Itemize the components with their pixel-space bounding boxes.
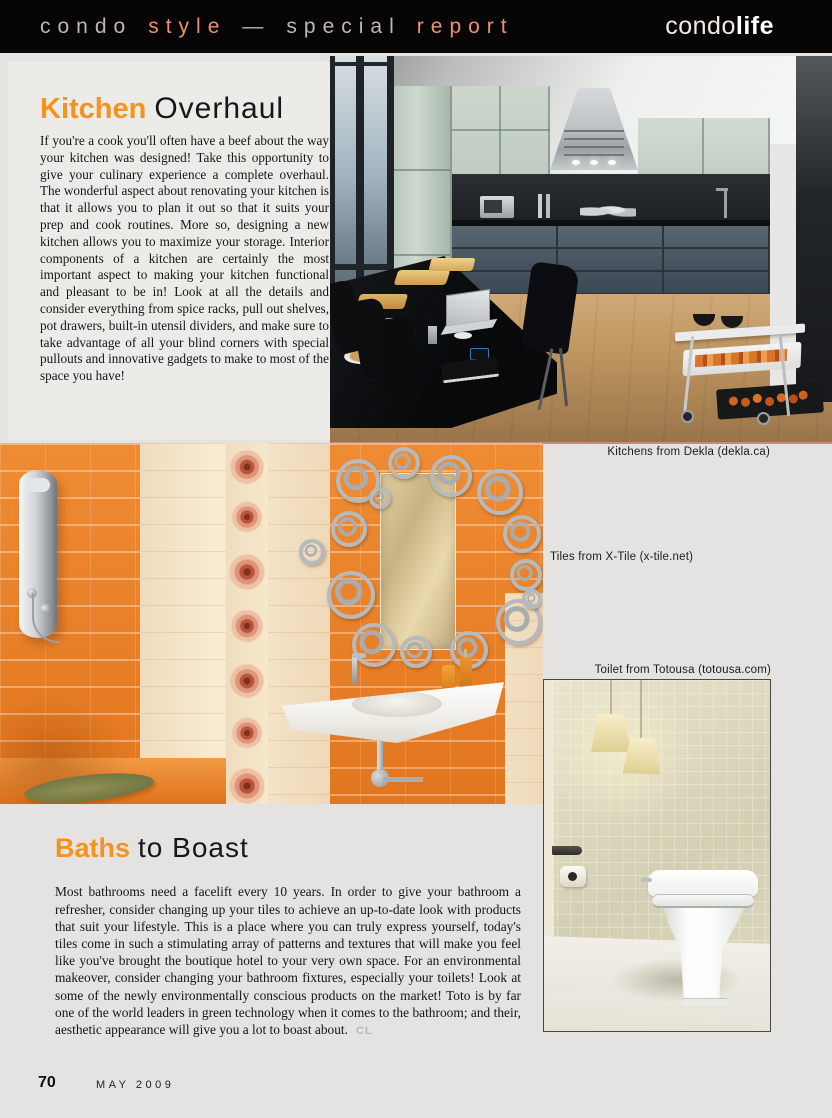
condolife-logo: condolife [665,12,774,40]
toilet-tank-lid [648,870,758,896]
baths-body-text: Most bathrooms need a facelift every 10 years. In order to give your bathroom a refresher, consider changing up your tiles to achieve an up-to-date look with products that suit your lifestyle. This is a place where you can truly express yourself, today's tiles come in such a stimulating array of patterns and textures that will make you feel like you've brought the boutique hotel to your very own space. For an environmental makeover, consider changing your bathroom fixtures, especially your toilets! Look at some of the newly environmentally conscious products on the market! Toto is by far one of the world leaders in green technology when it comes to the bathroom; and their, aesthetic appearance will give you a lot to boast about. [55,884,521,1038]
swirl-decor [299,539,325,565]
toilet-paper-holder [560,866,586,887]
swirl-decor [522,589,542,609]
hood-slats [564,124,624,158]
kitchen-title-rest: Overhaul [154,92,285,125]
saucer-cup [454,332,472,339]
sink-faucet [352,655,357,683]
bathroom-photo [0,443,543,804]
kitchen-article [8,62,335,440]
wall-spout [552,846,582,855]
cart-bowl [693,314,715,326]
laptop [446,289,490,327]
swirl-decor [331,511,367,547]
rose-tile [220,654,275,709]
bottle-pump [464,649,467,657]
swirl-decor [388,447,420,479]
swirl-decor [352,623,396,667]
kitchen-photo [330,56,832,444]
kitchen-article-body: If you're a cook you'll often have a beef about the way your kitchen was designed! Take this opportunity to give your culinary experience a complete overhaul. The wonderful aspect about renovating your kitchen is that it allows you to plan it out so that it suits your prep and cook routines. More so, designing a new kitchen allows you to maximize your storage. Interior components of a kitchen are certainly the most important aspect to making your kitchen functional and pleasant to be in! Look at all the details and consider everything from spice racks, pull out shelves, pot drawers, built-in utensil dividers, and make sure to take advantage of all your blind corners with special pullouts and innovative gadgets to make to most of the space you have! [40,133,329,384]
swirl-decor [327,571,375,619]
upper-cabinets-left [452,86,550,176]
paper-roll-core [568,872,577,881]
baths-title-rest: to Boast [138,832,249,863]
rose-tile-column [226,443,268,804]
rose-tile [222,492,273,543]
swirl-decor [430,455,472,497]
rose-tile [218,757,275,804]
lamp-cord [610,680,612,716]
kitchen-caption: Kitchens from Dekla (dekla.ca) [607,446,770,458]
cart-dark-tray [716,382,824,419]
hood-lights [572,160,580,165]
cart-top-shelf [675,323,805,341]
toilet-seat [652,894,754,908]
toilet-bowl-pedestal [662,908,746,1000]
rose-tile [221,600,273,652]
baths-title-highlight: Baths [55,833,131,863]
toilet-base [682,998,728,1006]
masthead-word-special: special [286,14,401,38]
toilet-caption: Toilet from Totousa (totousa.com) [594,664,771,676]
food-platter [394,270,451,285]
cart-wheel [681,410,694,423]
rose-tile [227,447,267,487]
toilet-photo [543,679,771,1032]
backsplash [452,174,770,220]
shower-head-plate [26,478,50,492]
upper-cabinets-right [638,118,770,176]
bathroom-mirror [380,473,456,650]
microwave-window [484,200,502,213]
page-number: 70 [38,1074,56,1091]
faucet-arm [716,188,728,191]
swirl-decor [369,487,391,509]
sandwich-tray [428,258,475,271]
lamp-cord [640,680,642,740]
cabinet-seam [452,129,550,131]
article-end-mark: CL [356,1025,373,1038]
flush-lever [641,878,652,882]
kitchen-title-highlight: Kitchen [40,93,147,125]
glassware [538,194,542,218]
cooktop-pots [580,202,636,218]
masthead-dash: — [242,14,271,38]
drinking-glass [428,326,437,344]
lower-cabinets [452,226,770,294]
masthead-word-condo: condo [40,14,133,38]
kitchen-faucet [724,188,727,218]
masthead-word-style: style [148,14,227,38]
tiles-caption: Tiles from X-Tile (x-tile.net) [550,551,694,563]
swirl-decor [510,559,542,591]
issue-date: MAY 2009 [96,1079,175,1091]
swirl-decor [503,515,541,553]
window-frame-mid [330,264,394,270]
kitchen-article-title [40,92,335,126]
rose-tile [226,551,268,593]
window-frame-top [330,62,394,66]
fried-appetizers [729,396,739,406]
faucet-spout [352,653,366,658]
masthead-title [40,15,530,39]
cart-wheel [757,412,770,425]
microwave [480,196,514,218]
toilet [644,870,764,1010]
swirl-decor [400,636,432,668]
cart-bowl [721,316,743,328]
sink-trap-arm [383,777,423,782]
masthead [0,0,832,53]
baths-article-body [55,883,521,1040]
swirl-decor [477,469,523,515]
baths-article-title [55,832,249,864]
serving-cart [665,306,815,428]
appetizer-strips [695,349,787,367]
rose-tile [226,712,268,754]
masthead-word-report: report [416,14,514,38]
